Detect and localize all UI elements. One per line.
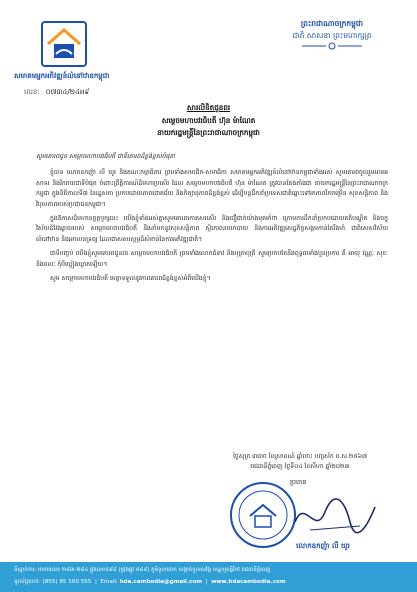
- email-link[interactable]: hda.cambodia@gmail.com: [119, 579, 203, 585]
- recipient-title: នាយករដ្ឋមន្ត្រីនៃព្រះរាជាណាចក្រកម្ពុជា: [157, 128, 260, 137]
- phone-label: ទូរស័ព្ទលេខ:: [14, 579, 41, 585]
- signatory-title: ប្រធាន: [290, 478, 307, 486]
- ornament-divider: [273, 42, 391, 50]
- signatory-name: លោកឧកញ៉ា លី យូរ: [296, 542, 350, 550]
- kingdom-line1: ព្រះរាជាណាចក្រកម្ពុជា: [300, 19, 364, 28]
- footer-contact: ទូរស័ព្ទលេខ: (855) 85 500 555 | Email: hda.cambodia@gmail.com | www.hdacambodia.com: [14, 579, 286, 585]
- date-block: [220, 452, 380, 472]
- date-lunar: ថ្ងៃសុក្រ ៣រោច ខែស្រាពណ៍ ឆ្នាំថោះ បញ្ចស័ក ព.ស.២៥៦៧: [233, 453, 367, 460]
- website-link[interactable]: www.hdacambodia.com: [211, 579, 286, 585]
- greeting: សូមគោរពជូន សម្តេចមហាបវរធិបតី ជាទីគោរពដ៏ខ្ពង់ខ្ពស់បំផុត!: [36, 153, 176, 160]
- letter-title: សារលិខិតជូនពរ: [186, 103, 231, 112]
- paragraph-3: ជាទីបញ្ចប់ យើងខ្ញុំសូមគោរពជូនពរ សម្តេចមហាបវរធិបតី ព្រមទាំងលោកជំទាវ និងបុត្រាបុត្រី សូមប្រកបតែនឹងពុទ្ធពរទាំងបួនប្រការ គឺ អាយុ វណ្ណៈ សុខៈ និងពលៈ កុំបីឃ្លៀងឃ្លាតឡើយ។: [36, 250, 388, 268]
- hda-logo-icon: [40, 20, 88, 68]
- footer-address: ទីស្នាក់ការ: អាគារលេខ ២៨៣-២៨៤ ផ្លូវលេខ៥៩៨ (ជ្រុងផ្លូវ ៥៨៩) ភូមិទួលគោក សង្កាត់ទួលសង្កែ ខណ្ឌឫស្សីកែវ រាជធានីភ្នំពេញ: [14, 567, 271, 573]
- paragraph-1: ខ្ញុំបាទ លោកឧកញ៉ា លី យូរ និងគណៈកម្មាធិការ ព្រមទាំងសមាជិក-សមាជិកា សមាគមអ្នកអភិវឌ្ឍន៍លំនៅឋានកម្ពុជាទាំងអស់ សូមគោរពចូលរួមអបអរសាទរ និងរីករាយជាទីបំផុត ចំពោះព្រឹត្តិការណ៍ដ៏មហាប្រសើរ ដែល សម្តេចមហាបវរធិបតី ហ៊ុន ម៉ាណែត ត្រូវបានតែងតាំងជា នាយករដ្ឋមន្ត្រីនៃព្រះរាជាណាចក្រកម្ពុជា ក្នុងនីតិកាលទី៧ នៃរដ្ឋសភា ប្រកបដោយភាពជោគជ័យ និងកិត្យានុភាពដ៏ខ្ពង់ខ្ពស់ ដើម្បីបន្តដឹកនាំប្រទេសជាតិឆ្ពោះទៅរកភាពរីកចម្រើន សុខសន្តិភាព និងវិបុលភាពរបស់ប្រជាជនកម្ពុជា។: [36, 169, 388, 208]
- date-solar: រាជធានីភ្នំពេញ ថ្ងៃទី០៤ ខែសីហា ឆ្នាំ២០២៣: [250, 463, 350, 470]
- phone-number[interactable]: (855) 85 500 555: [42, 579, 92, 585]
- org-name: សមាគមអ្នកអភិវឌ្ឍន៍លំនៅឋានកម្ពុជា: [14, 72, 110, 80]
- email-label: Email:: [100, 579, 118, 585]
- kingdom-header: [273, 18, 391, 50]
- letter-body: [36, 152, 388, 288]
- reference-label: លេខៈ: [24, 88, 40, 96]
- kingdom-line2: ជាតិ សាសនា ព្រះមហាក្សត្រ: [292, 31, 372, 40]
- official-stamp-icon: [228, 480, 298, 550]
- recipient-name: សម្តេចមហាបវរធិបតី ហ៊ុន ម៉ាណែត: [161, 116, 256, 125]
- footer-bar: [0, 562, 417, 592]
- paragraph-2: ក្នុងឱកាសដ៏មហានក្ខត្តឫក្សនេះ យើងខ្ញុំទាំងអស់គ្នាសូមគោរពកោតសរសើរ និងជឿជាក់យ៉ាងមុតមាំថា ក្រោមការដឹកនាំប្រកបដោយគតិបណ្ឌិត និងចក្ខុវិស័យដ៏វែងឆ្ងាយរបស់ សម្តេចមហាបវរធិបតី នឹងនាំមកនូវសុខសន្តិភាព ស្ថិរភាពនយោបាយ និងការអភិវឌ្ឍសេដ្ឋកិច្ចសង្គមកាន់តែរឹងមាំ ជាពិសេសវិស័យលំនៅឋាន និងអចលនទ្រព្យ ដែលជាសសរស្តម្ភដ៏សំខាន់នៃការអភិវឌ្ឍជាតិ។: [36, 215, 388, 243]
- closing: សូម សម្តេចមហាបវរធិបតី មេត្តាទទួលនូវការគោរពដ៏ខ្ពង់ខ្ពស់អំពីយើងខ្ញុំ។: [50, 275, 211, 283]
- signature-icon: [290, 492, 380, 540]
- reference-value: ០៧៣៤/២៤អ៩: [45, 88, 90, 96]
- reference-number: [24, 88, 89, 98]
